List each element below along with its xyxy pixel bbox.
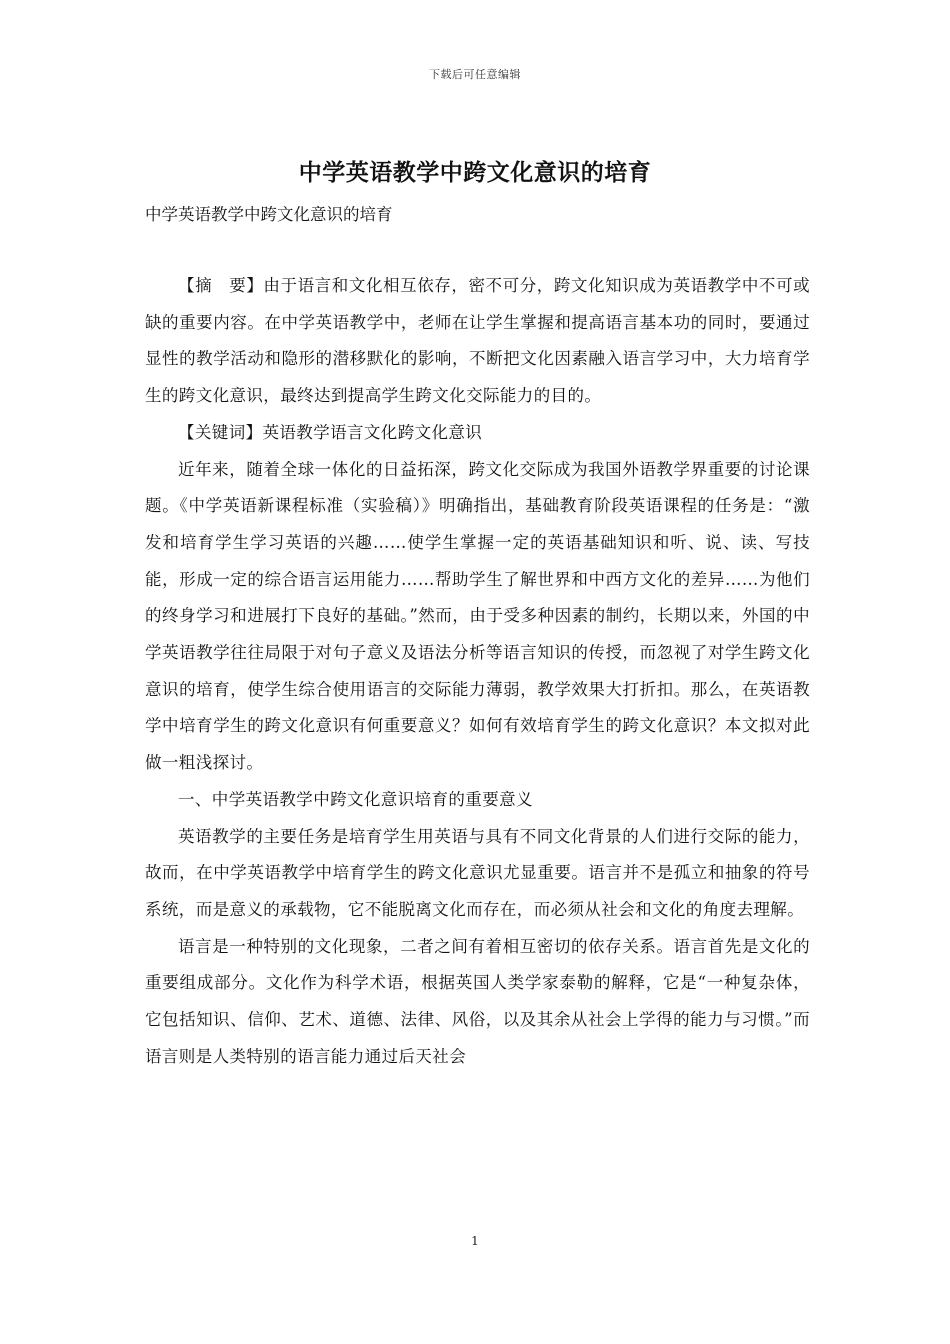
body-paragraph: 英语教学的主要任务是培育学生用英语与具有不同文化背景的人们进行交际的能力，故而，在中学英语教学中培育学生的跨文化意识尤显重要。语言并不是孤立和抽象的符号系统，而是意义的承载物，它不能脱离文化而存在，而必须从社会和文化的角度去理解。 bbox=[145, 826, 810, 919]
page-number: 1 bbox=[471, 1234, 479, 1248]
keywords-paragraph: 【关键词】英语教学语言文化跨文化意识 bbox=[178, 422, 483, 442]
document-title: 中学英语教学中跨文化意识的培育 bbox=[298, 159, 652, 186]
intro-paragraph: 近年来，随着全球一体化的日益拓深，跨文化交际成为我国外语教学界重要的讨论课题。《中学英语新课程标准（实验稿）》明确指出，基础教育阶段英语课程的任务是：“激发和培育学生学习英语的兴趣……使学生掌握一定的英语基础知识和听、说、读、写技能，形成一定的综合语言运用能力……帮助学生了解世界和中西方文化的差异……为他们的终身学习和进展打下良好的基础。”然而，由于受多种因素的制约，长期以来，外国的中学英语教学往往局限于对句子意义及语法分析等语言知识的传授，而忽视了对学生跨文化意识的培育，使学生综合使用语言的交际能力薄弱，教学效果大打折扣。那么，在英语教学中培育学生的跨文化意识有何重要意义？如何有效培育学生的跨文化意识？本文拟对此做一粗浅探讨。 bbox=[145, 459, 810, 773]
header-note: 下载后可任意编辑 bbox=[429, 68, 521, 81]
abstract-paragraph: 【摘 要】由于语言和文化相互依存，密不可分，跨文化知识成为英语教学中不可或缺的重要内容。在中学英语教学中，老师在让学生掌握和提高语言基本功的同时，要通过显性的教学活动和隐形的潜移默化的影响，不断把文化因素融入语言学习中，大力培育学生的跨文化意识，最终达到提高学生跨文化交际能力的目的。 bbox=[145, 276, 810, 406]
section-heading: 一、中学英语教学中跨文化意识培育的重要意义 bbox=[178, 789, 533, 809]
document-subtitle: 中学英语教学中跨文化意识的培育 bbox=[145, 205, 393, 224]
body-paragraph: 语言是一种特别的文化现象，二者之间有着相互密切的依存关系。语言首先是文化的重要组成部分。文化作为科学术语，根据英国人类学家泰勒的解释，它是“一种复杂体，它包括知识、信仰、艺术、道德、法律、风俗，以及其余从社会上学得的能力与习惯。”而语言则是人类特别的语言能力通过后天社会 bbox=[145, 936, 810, 1066]
document-body bbox=[145, 268, 810, 1075]
